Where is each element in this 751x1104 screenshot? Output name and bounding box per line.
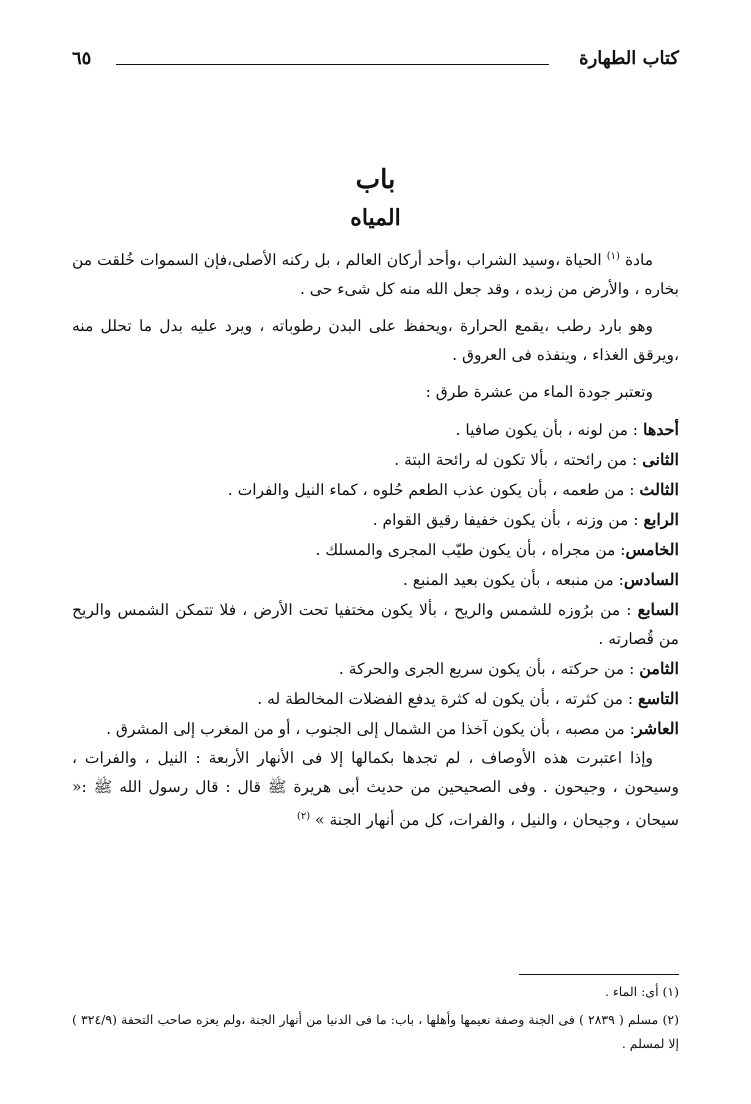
list-item [72, 505, 679, 535]
criterion-text: : من منبعه ، بأن يكون بعيد المنبع . [402, 571, 624, 590]
criterion-text: : من مجراه ، بأن يكون طيّب المجرى والمسلك . [315, 541, 626, 560]
closing-paragraph [72, 744, 679, 835]
footnote-1: (١) أى: الماء . [604, 984, 679, 999]
criterion-text: : من كثرته ، بأن يكون له كثرة يدفع الفضلات المخالطة له . [257, 690, 639, 709]
body-text [72, 242, 679, 843]
criterion-text: : من وزنه ، بأن يكون خفيفا رقيق القوام . [372, 511, 644, 530]
criterion-term: الثانى [642, 450, 679, 470]
criterion-text: : من مصبه ، بأن يكون آخذا من الشمال إلى الجنوب ، أو من المغرب إلى المشرق . [106, 720, 635, 739]
criterion-term: أحدها [642, 420, 679, 440]
intro-paragraph-3: وتعتبر جودة الماء من عشرة طرق : [425, 383, 653, 402]
footnote-rule [519, 974, 679, 975]
page-number: ٦٥ [72, 48, 92, 69]
criterion-term: العاشر [634, 719, 679, 739]
list-item [72, 684, 679, 714]
criteria-list [72, 415, 679, 744]
criterion-term: الخامس [625, 540, 679, 560]
intro-paragraph-2: وهو بارد رطب ،يقمع الحرارة ،ويحفظ على البدن رطوباته ، ويرد عليه بدل ما تحلل منه ،ويرقق الغذاء ، وينفذه فى العروق . [72, 317, 679, 365]
intro-paragraph-1 [72, 242, 679, 304]
chapter-subtitle: المياه [350, 205, 401, 231]
list-item [72, 595, 679, 654]
footnote-ref-1[interactable]: (١) [606, 251, 620, 262]
chapter-title: باب [355, 165, 396, 195]
footnotes [72, 980, 679, 1060]
list-item [72, 714, 679, 744]
closing-text: وإذا اعتبرت هذه الأوصاف ، لم تجدها بكمالها إلا فى الأنهار الأربعة : النيل ، والفرات ، وسيحون ، وجيحون . وفى الصحيحين من حديث أبى هريرة ﷺ قال : قال رسول الله ﷺ :« سيحان ، وجيحان ، والنيل ، والفرات، كل من أنهار الجنة » [72, 749, 679, 830]
criterion-text: : من طعمه ، بأن يكون عذب الطعم حُلوه ، كماء النيل والفرات . [227, 481, 640, 500]
criterion-text: : من برُوزه للشمس والريح ، بألا يكون مختفيا تحت الأرض ، فلا تتمكن الشمس والريح من قُصارته . [72, 601, 679, 649]
footnote-ref-2[interactable]: (٢) [296, 811, 311, 823]
header-rule [116, 64, 549, 65]
list-item [72, 445, 679, 475]
criterion-term: التاسع [638, 689, 679, 709]
criterion-term: السابع [637, 600, 679, 620]
running-header [72, 48, 679, 78]
criterion-term: الرابع [643, 510, 679, 530]
criterion-text: : من حركته ، بأن يكون سريع الجرى والحركة . [338, 660, 640, 679]
criterion-text: : من رائحته ، بألا تكون له رائحة البتة . [394, 451, 643, 470]
criterion-text: : من لونه ، بأن يكون صافيا . [455, 421, 643, 440]
intro-p1-start: مادة [619, 251, 653, 270]
list-item [72, 415, 679, 445]
criterion-term: السادس [623, 570, 679, 590]
running-title: كتاب الطهارة [579, 48, 679, 69]
list-item [72, 475, 679, 505]
list-item [72, 654, 679, 684]
criterion-term: الثامن [639, 659, 679, 679]
list-item [72, 535, 679, 565]
footnote-2: (٢) مسلم ( ٢٨٣٩ ) فى الجنة وصفة نعيمها وأهلها ، باب: ما فى الدنيا من أنهار الجنة ،ولم يعزه صاحب التحفة (٣٢٤/٩ ) إلا لمسلم . [72, 1012, 679, 1051]
list-item [72, 565, 679, 595]
intro-p1-rest: الحياة ،وسيد الشراب ،وأحد أركان العالم ، بل ركنه الأصلى،فإن السموات خُلقت من بخاره ، والأرض من زبده ، وقد جعل الله منه كل شىء حى . [72, 251, 679, 299]
criterion-term: الثالث [639, 480, 679, 500]
